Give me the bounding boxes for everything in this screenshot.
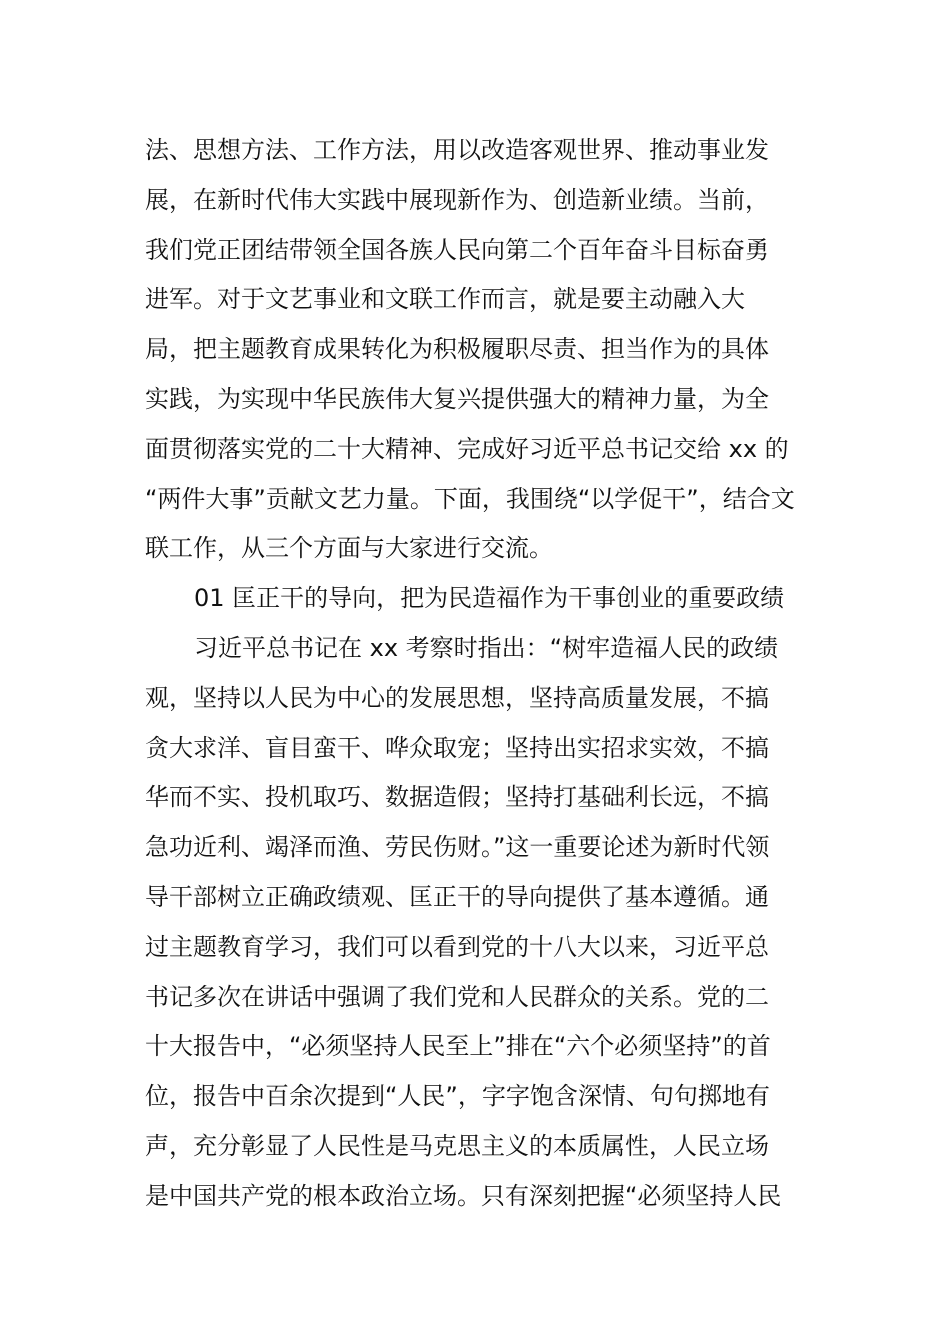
text-line: 我们党正团结带领全国各族人民向第二个百年奋斗目标奋勇 (145, 235, 769, 264)
text-line: 进军。对于文艺事业和文联工作而言，就是要主动融入大 (145, 285, 745, 314)
text-line: 展，在新时代伟大实践中展现新作为、创造新业绩。当前， (145, 185, 769, 214)
body-text (145, 126, 805, 1222)
text-line: 联工作，从三个方面与大家进行交流。 (145, 534, 553, 563)
text-line: 实践，为实现中华民族伟大复兴提供强大的精神力量，为全 (145, 384, 769, 413)
section-heading: 01 匡正干的导向，把为民造福作为干事创业的重要政绩 (194, 584, 785, 613)
text-line: 贪大求洋、盲目蛮干、哗众取宠；坚持出实招求实效，不搞 (145, 733, 769, 762)
text-line: 十大报告中，“必须坚持人民至上”排在“六个必须坚持”的首 (145, 1032, 771, 1061)
text-line: 声，充分彰显了人民性是马克思主义的本质属性，人民立场 (145, 1131, 769, 1160)
text-line: 习近平总书记在 xx 考察时指出：“树牢造福人民的政绩 (194, 633, 779, 662)
text-line: 位，报告中百余次提到“人民”，字字饱含深情、句句掷地有 (145, 1082, 770, 1111)
text-line: 是中国共产党的根本政治立场。只有深刻把握“必须坚持人民 (145, 1181, 782, 1210)
text-line: 书记多次在讲话中强调了我们党和人民群众的关系。党的二 (145, 982, 769, 1011)
text-line: 法、思想方法、工作方法，用以改造客观世界、推动事业发 (145, 136, 769, 164)
text-line: 局，把主题教育成果转化为积极履职尽责、担当作为的具体 (145, 335, 769, 364)
text-line: 导干部树立正确政绩观、匡正干的导向提供了基本遵循。通 (145, 882, 769, 911)
text-line: 急功近利、竭泽而渔、劳民伤财。”这一重要论述为新时代领 (145, 833, 770, 862)
text-line: 观，坚持以人民为中心的发展思想，坚持高质量发展，不搞 (145, 683, 769, 712)
text-line: “两件大事”贡献文艺力量。下面，我围绕“以学促干”，结合文 (145, 484, 795, 513)
text-line: 过主题教育学习，我们可以看到党的十八大以来，习近平总 (145, 932, 769, 961)
text-line: 华而不实、投机取巧、数据造假；坚持打基础利长远，不搞 (145, 783, 769, 812)
text-line: 面贯彻落实党的二十大精神、完成好习近平总书记交给 xx 的 (145, 434, 789, 463)
